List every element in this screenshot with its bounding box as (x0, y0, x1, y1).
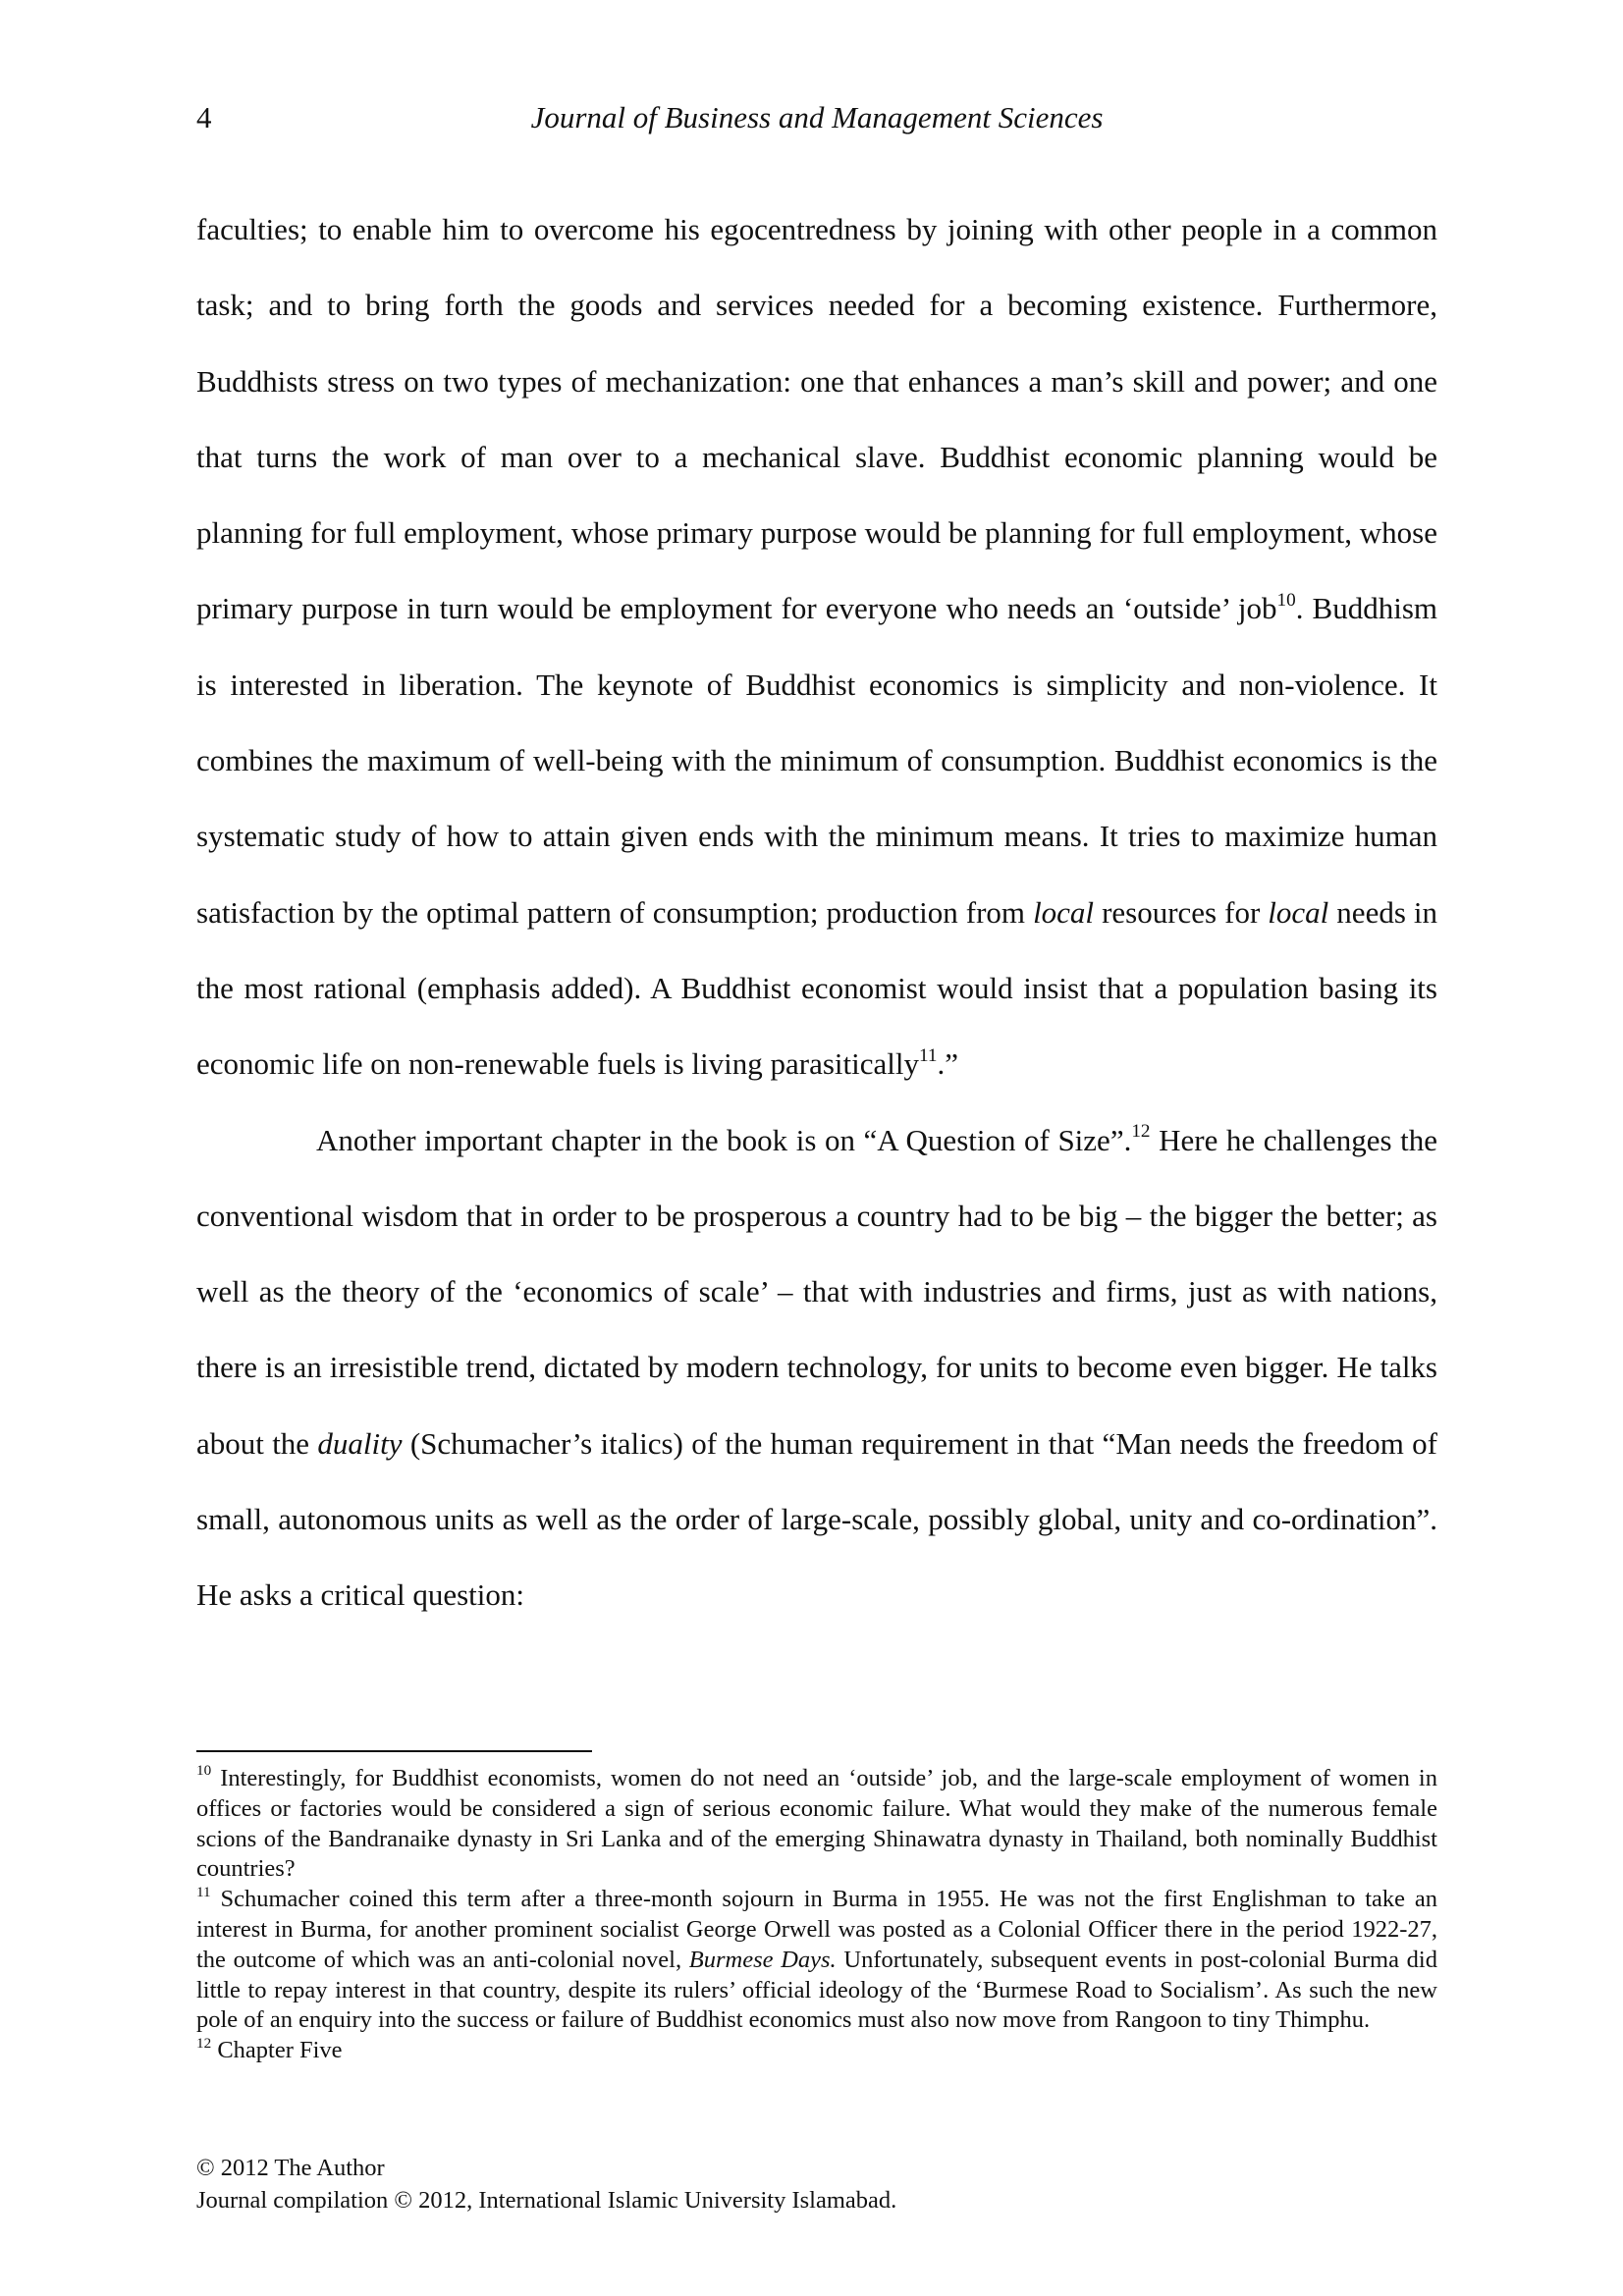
footnote-ref-11: 11 (919, 1045, 938, 1067)
page-footer (196, 2152, 1437, 2216)
footnote-10: $^{10}$ Interestingly, for Buddhist economists, women do not need an ‘outside’ job, and the large-scale employment of women in offices or factories would be considered a sign of serious economic failure. What would they make of the numerous female scions of the Bandranaike dynasty in Sri Lanka and of the emerging Shinawatra dynasty in Thailand, both nominally Buddhist countries? (196, 1762, 1437, 1883)
journal-compilation-line: Journal compilation © 2012, International Islamic University Islamabad. (196, 2187, 897, 2214)
page-number: 4 (196, 100, 212, 134)
journal-title: Journal of Business and Management Sciences (530, 100, 1104, 134)
footnote-ref-10: 10 (1276, 590, 1296, 612)
footnote-ref-12: 12 (1131, 1121, 1151, 1143)
paragraph-1: faculties; to enable him to overcome his egocentredness by joining with other people in a common task; and to bring forth the goods and services needed for a becoming existence. Furthermore, Buddhists stress on two types of mechanization: one that enhances a man’s skill and power; and one that turns the work of man over to a mechanical slave. Buddhist economic planning would be planning for full employment, whose primary purpose would be planning for full employment, whose primary purpose in turn would be employment for everyone who needs an ‘outside’ job$^{10}$. Buddhism is interested in liberation. The keynote of Buddhist economics is simplicity and non-violence. It combines the maximum of well-being with the minimum of consumption. Buddhist economics is the systematic study of how to attain given ends with the minimum means. It tries to maximize human satisfaction by the optimal pattern of consumption; production from local resources for local needs in the most rational (emphasis added). A Buddhist economist would insist that a population basing its economic life on non-renewable fuels is living parasitically$^{11}$.” (196, 212, 1438, 1082)
footnote-12: $^{12}$ Chapter Five (196, 2034, 343, 2064)
footnotes (196, 1764, 1437, 2066)
emphasis-local: local (1268, 894, 1329, 930)
copyright-line: © 2012 The Author (196, 2155, 385, 2181)
emphasis-duality: duality (317, 1425, 403, 1461)
footnote-separator (196, 1750, 592, 1752)
page-header (196, 100, 1437, 139)
footnote-11: $^{11}$ Schumacher coined this term after a three-month sojourn in Burma in 1955. He was not the first Englishman to take an interest in Burma, for another prominent socialist George Orwell was posted as a Colonial Officer there in the period 1922-27, the outcome of which was an anti-colonial novel, Burmese Days. Unfortunately, subsequent events in post-colonial Burma did little to repay interest in that country, despite its rulers’ official ideology of the ‘Burmese Road to Socialism’. As such the new pole of an enquiry into the success or failure of Buddhist economics must also now move from Rangoon to tiny Thimphu. (196, 1883, 1437, 2034)
paragraph-2: Another important chapter in the book is on “A Question of Size”.$^{12}$ Here he challenges the conventional wisdom that in order to be prosperous a country had to be big – the bigger the better; as well as the theory of the ‘economics of scale’ – that with industries and firms, just as with nations, there is an irresistible trend, dictated by modern technology, for units to become even bigger. He talks about the duality (Schumacher’s italics) of the human requirement in that “Man needs the freedom of small, autonomous units as well as the order of large-scale, possibly global, unity and co-ordination”. He asks a critical question: (196, 1121, 1437, 1613)
book-title: Burmese Days. (688, 1946, 837, 1973)
emphasis-local: local (1033, 894, 1095, 930)
body-text (196, 191, 1437, 1633)
